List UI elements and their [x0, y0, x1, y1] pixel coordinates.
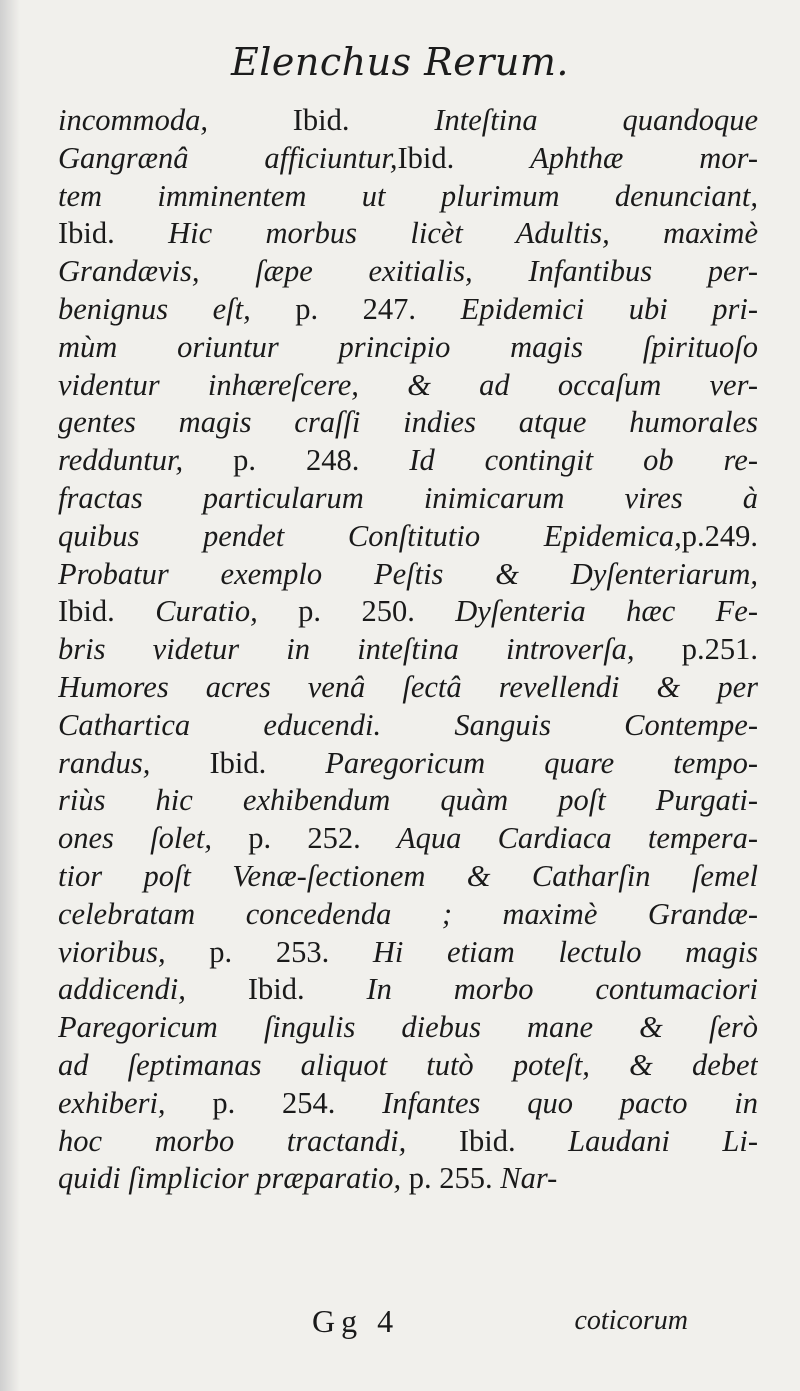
text-segment: p. 248.	[183, 443, 410, 478]
text-segment: p. 254.	[165, 1085, 383, 1120]
text-segment: ones ſolet,	[58, 821, 212, 856]
text-line	[58, 745, 758, 783]
text-segment: tior poſt Venæ-ſectionem & Catharſin ſemel	[58, 858, 758, 893]
text-segment: Infantes quo pacto in	[382, 1085, 758, 1120]
text-segment: p. 247.	[250, 291, 461, 326]
text-segment: p. 252.	[211, 821, 397, 856]
text-segment: vioribus,	[58, 934, 166, 969]
text-line	[58, 858, 758, 896]
text-segment: quibus pendet Conſtitutio Epidemica,	[58, 518, 682, 553]
text-line	[58, 480, 758, 518]
signature-mark: Gg 4	[312, 1303, 400, 1339]
text-line	[58, 556, 758, 594]
text-segment: Ibid.	[207, 103, 435, 137]
text-segment: Curatio,	[155, 594, 258, 629]
text-line	[58, 707, 758, 745]
text-segment: Ibid.	[406, 1123, 569, 1158]
text-segment: addicendi,	[58, 972, 186, 1007]
text-line	[58, 631, 758, 669]
text-segment: fractas particularum inimicarum vires à	[58, 480, 758, 515]
text-segment: riùs hic exhibendum quàm poſt Purgati-	[58, 783, 758, 818]
text-line	[58, 782, 758, 820]
text-segment: mùm oriuntur principio magis ſpirituoſo	[58, 329, 758, 364]
text-segment: exhiberi,	[58, 1085, 166, 1120]
text-segment: Aphthæ mor-	[530, 140, 758, 175]
text-segment: Ibid.	[150, 745, 326, 780]
text-line	[58, 1123, 758, 1161]
text-line	[58, 253, 758, 291]
text-line	[58, 593, 758, 631]
text-segment: redduntur,	[58, 443, 184, 478]
text-segment: Probatur exemplo Peſtis & Dyſenteriarum,	[58, 556, 758, 591]
index-text-block	[58, 102, 758, 1198]
text-segment: p.251.	[634, 632, 758, 667]
text-segment: p. 253.	[165, 934, 373, 969]
text-line	[58, 1160, 758, 1198]
text-segment: Humores acres venâ ſectâ revellendi & per	[58, 669, 758, 704]
text-segment: celebratam concedenda ; maximè Grandæ-	[58, 896, 758, 931]
text-segment: Aqua Cardiaca tempera-	[396, 821, 758, 856]
text-line	[58, 367, 758, 405]
text-line	[58, 140, 758, 178]
text-segment: Laudani Li-	[568, 1123, 758, 1158]
text-segment: Ibid.	[58, 594, 156, 629]
text-line	[58, 404, 758, 442]
text-segment: Ibid.	[397, 140, 531, 175]
text-segment: hoc morbo tractandi,	[58, 1123, 407, 1158]
text-segment: tem imminentem ut plurimum denunciant,	[58, 178, 758, 213]
text-line	[58, 1009, 758, 1047]
text-line	[58, 971, 758, 1009]
text-segment: p. 255.	[401, 1161, 501, 1196]
text-segment: bris videtur in inteſtina introverſa,	[58, 632, 635, 667]
text-segment: quidi ſimplicior præparatio,	[58, 1161, 402, 1196]
text-segment: benignus eſt,	[58, 291, 251, 326]
text-segment: Nar-	[500, 1161, 558, 1196]
text-segment: Inteſtina quandoque	[434, 103, 758, 137]
text-segment: Id contingit ob re-	[409, 443, 758, 478]
text-segment: Ibid.	[185, 972, 367, 1007]
catchword: coticorum	[574, 1305, 688, 1336]
text-line	[58, 1047, 758, 1085]
text-segment: Ibid.	[58, 216, 169, 251]
text-line	[58, 291, 758, 329]
text-segment: In morbo contumaciori	[366, 972, 758, 1007]
text-line	[58, 1085, 758, 1123]
text-segment: Gangrænâ afficiuntur,	[58, 140, 398, 175]
text-segment: Paregoricum ſingulis diebus mane & ſerò	[58, 1010, 758, 1045]
text-line	[58, 442, 758, 480]
text-line	[58, 215, 758, 253]
text-segment: videntur inhæreſcere, & ad occaſum ver-	[58, 367, 758, 402]
text-segment: Grandævis, ſæpe exitialis, Infantibus per-	[58, 254, 758, 289]
text-segment: Paregoricum quare tempo-	[325, 745, 758, 780]
text-segment: incommoda,	[58, 103, 208, 137]
text-segment: gentes magis craſſi indies atque humorales	[58, 405, 758, 440]
text-segment: Cathartica educendi. Sanguis Contempe-	[58, 707, 758, 742]
text-segment: p.249.	[681, 518, 758, 553]
text-segment: Hic morbus licèt Adultis, maximè	[168, 216, 758, 251]
text-line	[58, 934, 758, 972]
page-footer	[0, 1303, 800, 1343]
text-line	[58, 178, 758, 216]
text-segment: Epidemici ubi pri-	[460, 291, 758, 326]
text-segment: randus,	[58, 745, 151, 780]
running-header: Elenchus Rerum.	[230, 40, 569, 84]
text-line	[58, 896, 758, 934]
text-line	[58, 102, 758, 140]
text-line	[58, 820, 758, 858]
text-segment: Dyſenteria hæc Fe-	[455, 594, 758, 629]
text-segment: p. 250.	[257, 594, 456, 629]
text-line	[58, 669, 758, 707]
text-line	[58, 518, 758, 556]
text-segment: ad ſeptimanas aliquot tutò poteſt, & debet	[58, 1047, 758, 1082]
text-line	[58, 329, 758, 367]
page-gutter-shadow	[0, 0, 20, 1391]
text-segment: Hi etiam lectulo magis	[372, 934, 758, 969]
